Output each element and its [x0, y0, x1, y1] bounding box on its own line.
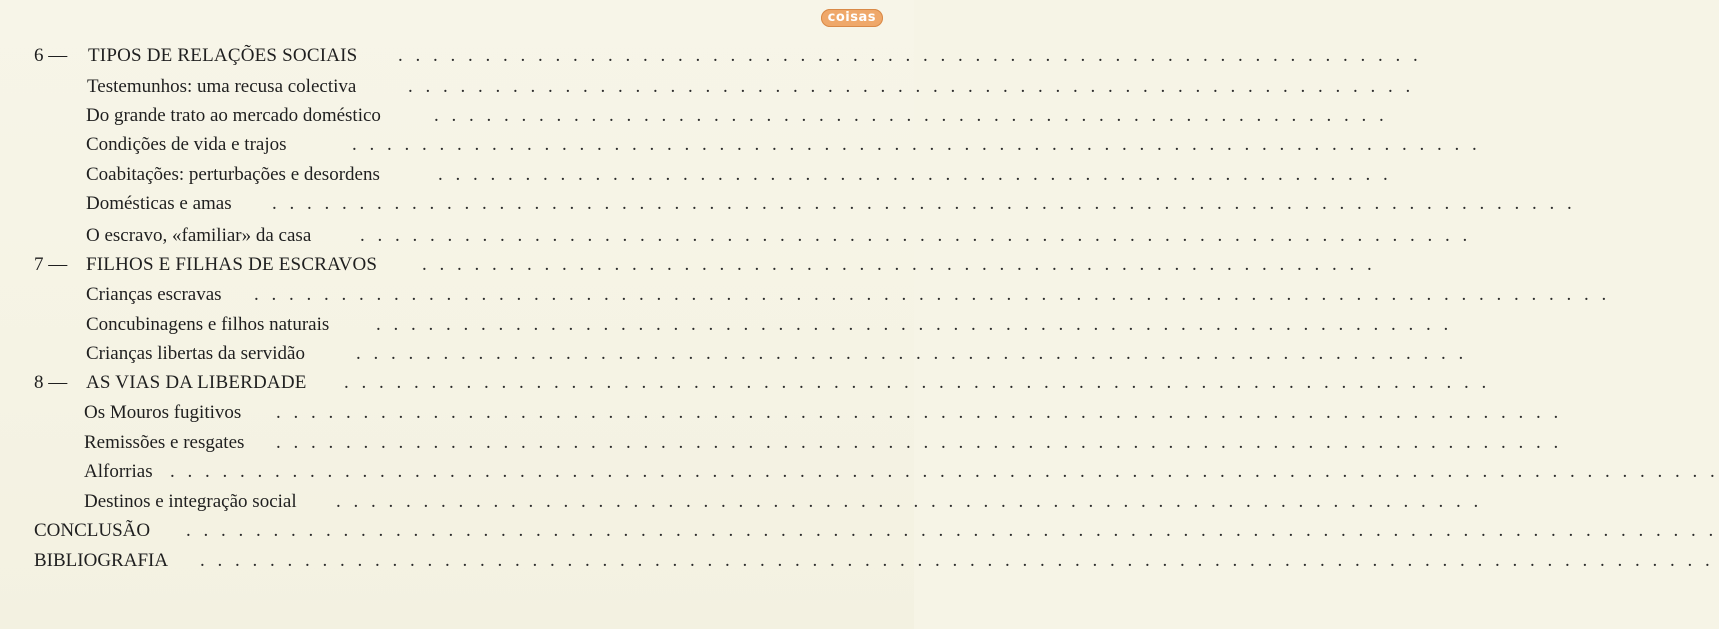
entry-title: Destinos e integração social — [84, 491, 297, 512]
chapter-number: 7 — — [34, 254, 68, 275]
leader-dots: . . . . . . . . . . . . . . . . . . . . . . . . . . . . . . . . . . . . . . . . . . . . . . . . . . . . . . . . . . . . . . . . — [356, 343, 1468, 364]
leader-dots: . . . . . . . . . . . . . . . . . . . . . . . . . . . . . . . . . . . . . . . . . . . . . . . . . . . . . . . . . . . . . . — [376, 314, 1453, 335]
leader-dots: . . . . . . . . . . . . . . . . . . . . . . . . . . . . . . . . . . . . . . . . . . . . . . . . . . . . . . . . . . . . . . . . . . . . . . . . . . . . . . . . . . . . . . . — [200, 550, 1714, 571]
entry-title: Remissões e resgates — [84, 432, 245, 453]
leader-dots: . . . . . . . . . . . . . . . . . . . . . . . . . . . . . . . . . . . . . . . . . . . . . . . . . . . . . . . . . . . . . . . . . . . . . . . . . . — [276, 402, 1563, 423]
entry-title: Domésticas e amas — [86, 193, 232, 214]
entry-title: Condições de vida e trajos — [86, 134, 287, 155]
entry-title: TIPOS DE RELAÇÕES SOCIAIS — [88, 45, 358, 66]
leader-dots: . . . . . . . . . . . . . . . . . . . . . . . . . . . . . . . . . . . . . . . . . . . . . . . . . . . . . . . . . . . . . . . . . . . . . . . . . . . . . . . . . . . . . . . . — [186, 520, 1718, 541]
chapter-number: 6 — — [34, 45, 68, 66]
entry-title: BIBLIOGRAFIA — [34, 550, 169, 571]
leader-dots: . . . . . . . . . . . . . . . . . . . . . . . . . . . . . . . . . . . . . . . . . . . . . . . . . . . . . . . . . . . . . . . . . . — [336, 491, 1483, 512]
leader-dots: . . . . . . . . . . . . . . . . . . . . . . . . . . . . . . . . . . . . . . . . . . . . . . . . . . . . . . . . . . . . . . . . . . . . . . . . . . — [276, 432, 1563, 453]
entry-title: Alforrias — [84, 461, 153, 482]
entry-title: Crianças libertas da servidão — [86, 343, 305, 364]
leader-dots: . . . . . . . . . . . . . . . . . . . . . . . . . . . . . . . . . . . . . . . . . . . . . . . . . . . . . . . . . . . . . . . . . . . . . . . . . . . — [272, 193, 1576, 214]
entry-title: Do grande trato ao mercado doméstico — [86, 105, 381, 126]
entry-title: AS VIAS DA LIBERDADE — [86, 372, 307, 393]
entry-title: Os Mouros fugitivos — [84, 402, 242, 423]
leader-dots: . . . . . . . . . . . . . . . . . . . . . . . . . . . . . . . . . . . . . . . . . . . . . . . . . . . . . . . . . . . . . . . . . . . . . . . . . . . . . . . . . . . . . . . . . — [170, 461, 1719, 482]
entry-title: Crianças escravas — [86, 284, 222, 305]
leader-dots: . . . . . . . . . . . . . . . . . . . . . . . . . . . . . . . . . . . . . . . . . . . . . . . . . . . . . . . — [422, 254, 1376, 275]
leader-dots: . . . . . . . . . . . . . . . . . . . . . . . . . . . . . . . . . . . . . . . . . . . . . . . . . . . . . . . — [434, 105, 1388, 126]
entry-title: Concubinagens e filhos naturais — [86, 314, 330, 335]
entry-title: CONCLUSÃO — [34, 520, 151, 541]
entry-title: Testemunhos: uma recusa colectiva — [87, 76, 357, 97]
leader-dots: . . . . . . . . . . . . . . . . . . . . . . . . . . . . . . . . . . . . . . . . . . . . . . . . . . . . . . . . . . . . . . . . — [360, 225, 1472, 246]
entry-title: FILHOS E FILHAS DE ESCRAVOS — [86, 254, 378, 275]
watermark-logo: coisas — [821, 9, 883, 27]
chapter-number: 8 — — [34, 372, 68, 393]
leader-dots: . . . . . . . . . . . . . . . . . . . . . . . . . . . . . . . . . . . . . . . . . . . . . . . . . . . . . . . . . . . . . . . . . — [352, 134, 1481, 155]
entry-title: Coabitações: perturbações e desordens — [86, 164, 380, 185]
leader-dots: . . . . . . . . . . . . . . . . . . . . . . . . . . . . . . . . . . . . . . . . . . . . . . . . . . . . . . . . . . . — [398, 45, 1422, 66]
leader-dots: . . . . . . . . . . . . . . . . . . . . . . . . . . . . . . . . . . . . . . . . . . . . . . . . . . . . . . . — [438, 164, 1392, 185]
entry-title: O escravo, «familiar» da casa — [86, 225, 312, 246]
leader-dots: . . . . . . . . . . . . . . . . . . . . . . . . . . . . . . . . . . . . . . . . . . . . . . . . . . . . . . . . . . . . . . . . . . . . . . . . . . . . . . — [254, 284, 1611, 305]
leader-dots: . . . . . . . . . . . . . . . . . . . . . . . . . . . . . . . . . . . . . . . . . . . . . . . . . . . . . . . . . . . . . . . . . . — [344, 372, 1491, 393]
leader-dots: . . . . . . . . . . . . . . . . . . . . . . . . . . . . . . . . . . . . . . . . . . . . . . . . . . . . . . . . . . — [408, 76, 1415, 97]
